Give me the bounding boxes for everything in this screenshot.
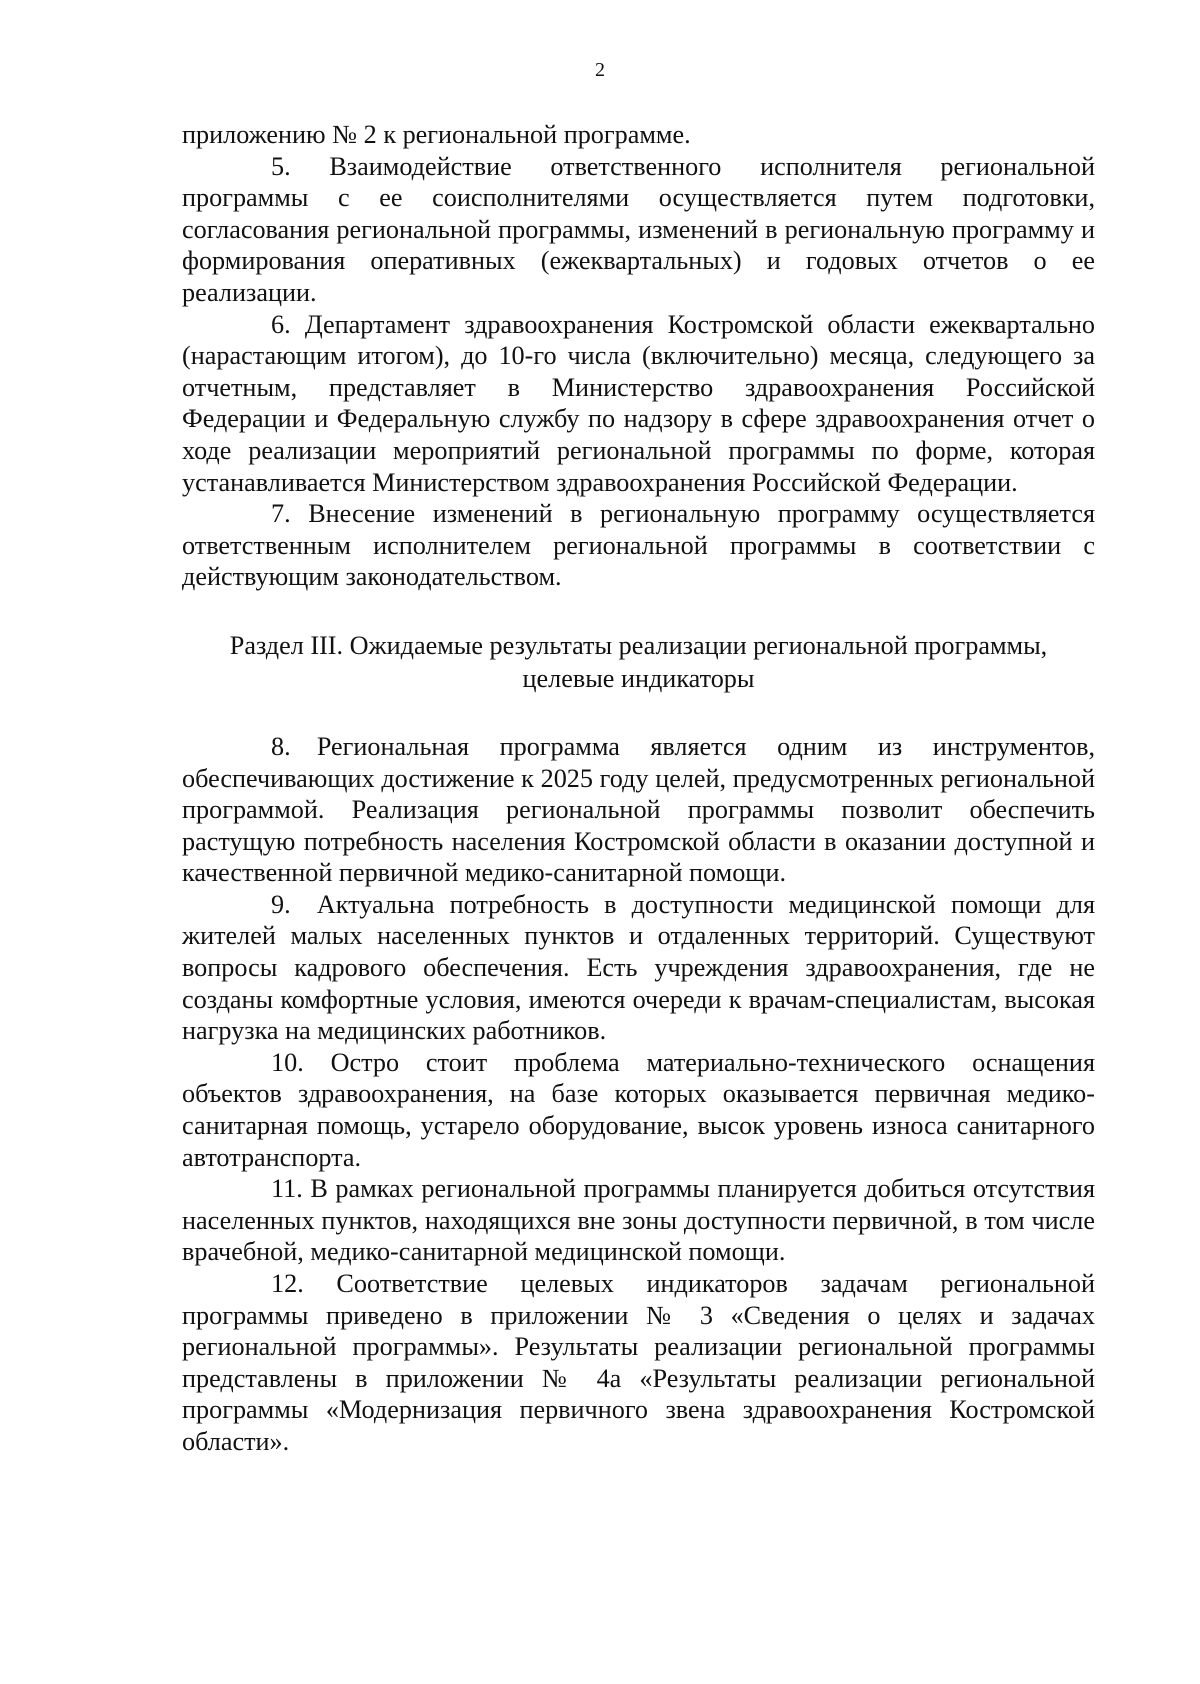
paragraph-continuation: приложению № 2 к региональной программе. bbox=[182, 120, 691, 149]
paragraph-7: 7. Внесение изменений в региональную программу осуществляется ответственным исполнителем региональной программы в соответствии с действующим законодательством. bbox=[182, 499, 1095, 592]
paragraph-10: 10. Остро стоит проблема материально-технического оснащения объектов здравоохранения, на базе которых оказывается первичная медико-санитарная помощь, устарело оборудование, высок уровень износа санитарного автотранспорта. bbox=[182, 1047, 1095, 1172]
section-heading-line-2: целевые индикаторы bbox=[522, 663, 755, 693]
paragraph-6: 6. Департамент здравоохранения Костромской области ежеквартально (нарастающим итогом), до 10-го числа (включительно) месяца, следующего за отчетным, представляет в Министерство здравоохранения Российской Федерации и Федеральную службу по надзору в сфере здравоохранения отчет о ходе реализации мероприятий региональной программы по форме, которая устанавливается Министерством здравоохранения Российской Федерации. bbox=[182, 309, 1095, 497]
page-number: 2 bbox=[595, 59, 605, 81]
paragraph-11: 11. В рамках региональной программы планируется добиться отсутствия населенных пунктов, находящихся вне зоны доступности первичной, в том числе врачебной, медико-санитарной медицинской помощи. bbox=[182, 1174, 1095, 1267]
paragraph-8: 8. Региональная программа является одним из инструментов, обеспечивающих достижение к 2025 году целей, предусмотренных региональной программой. Реализация региональной программы позволит обеспечить растущую потребность населения Костромской области в оказании доступной и качественной первичной медико-санитарной помощи. bbox=[182, 731, 1095, 888]
section-heading bbox=[182, 629, 1095, 695]
document-body bbox=[182, 119, 1095, 1458]
spacer bbox=[182, 593, 1095, 629]
paragraph-5: 5. Взаимодействие ответственного исполнителя региональной программы с ее соисполнителями осуществляется путем подготовки, согласования региональной программы, изменений в региональную программу и формирования оперативных (ежеквартальных) и годовых отчетов о ее реализации. bbox=[182, 151, 1095, 307]
paragraph-12: 12. Соответствие целевых индикаторов задачам региональной программы приведено в приложении № 3 «Сведения о целях и задачах региональной программы». Результаты реализации региональной программы представлены в приложении № 4а «Результаты реализации региональной программы «Модернизация первичного звена здравоохранения Костромской области». bbox=[182, 1269, 1095, 1456]
spacer bbox=[182, 695, 1095, 731]
paragraph-9: 9. Актуальна потребность в доступности медицинской помощи для жителей малых населенных пунктов и отдаленных территорий. Существуют вопросы кадрового обеспечения. Есть учреждения здравоохранения, где не созданы комфортные условия, имеются очереди к врачам-специалистам, высокая нагрузка на медицинских работников. bbox=[182, 889, 1095, 1046]
section-heading-line-1: Раздел III. Ожидаемые результаты реализации региональной программы, bbox=[229, 630, 1048, 660]
